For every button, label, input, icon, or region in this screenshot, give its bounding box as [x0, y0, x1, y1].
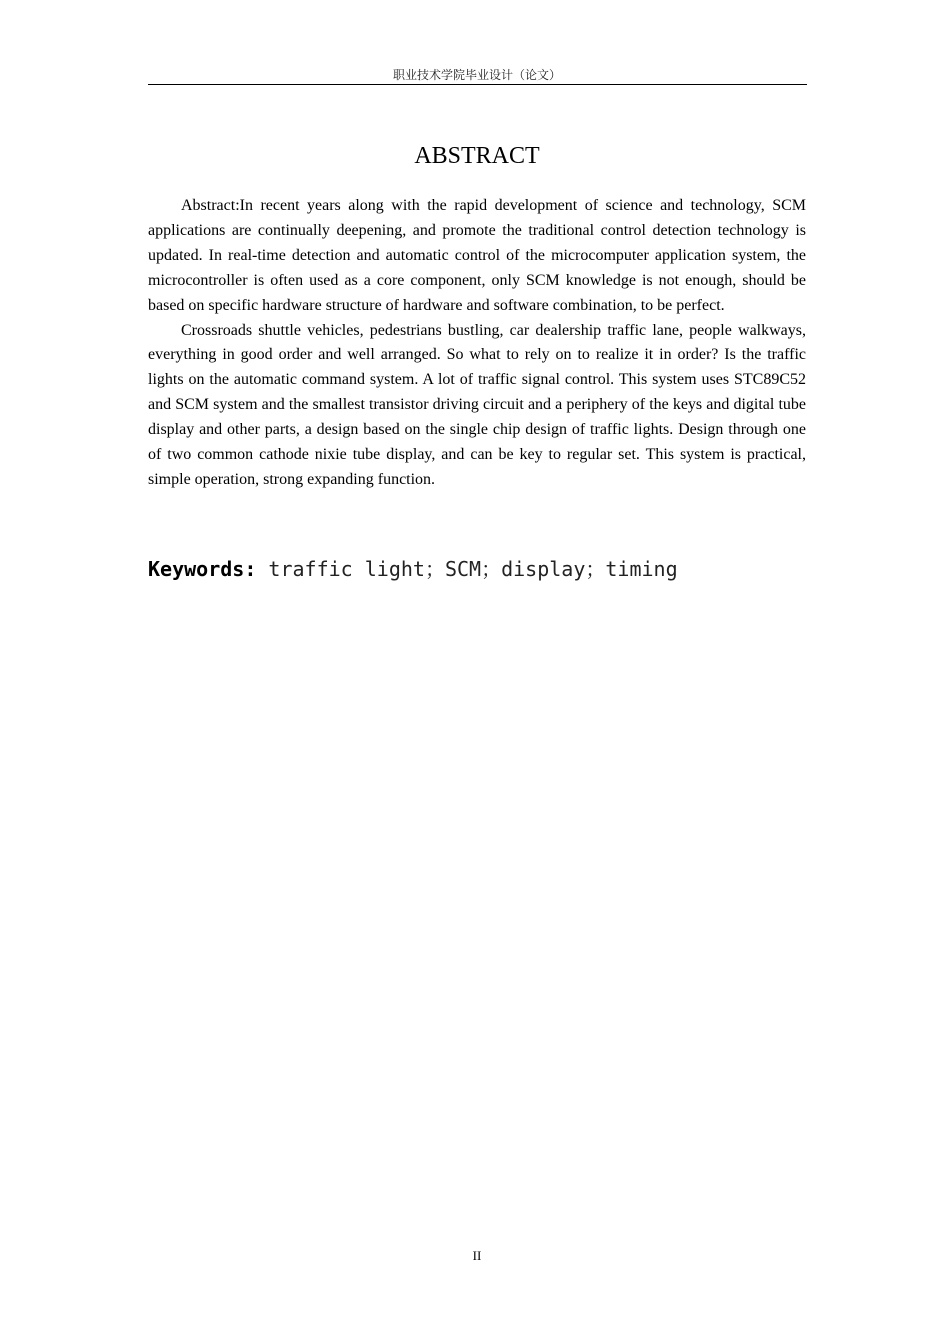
running-header: 职业技术学院毕业设计（论文） — [392, 68, 561, 82]
page-number: II — [472, 1248, 482, 1263]
keywords-values: traffic light；SCM；display；timing — [268, 557, 678, 581]
abstract-paragraph-2: Crossroads shuttle vehicles, pedestrians bustling, car dealership traffic lane, people walkways, everything in good order and well arranged. So what to rely on to realize it in order? Is the traffic lights on the automatic command system. A lot of traffic signal control. This system uses STC89C52 and SCM system and the smallest transistor driving circuit and a periphery of the keys and digital tube display and other parts, a design based on the single chip design of traffic lights. Design through one of two common cathode nixie tube display, and can be key to regular set. This system is practical, simple operation, strong expanding function. — [148, 321, 806, 488]
page-title: ABSTRACT — [414, 143, 540, 170]
abstract-body — [148, 194, 806, 493]
keywords-label: Keywords: — [148, 557, 257, 581]
abstract-paragraph-1: Abstract:In recent years along with the rapid development of science and technology, SCM applications are continually deepening, and promote the traditional control detection technology is updated. In real-time detection and automatic control of the microcomputer application system, the microcontroller is often used as a core component, only SCM knowledge is not enough, should be based on specific hardware structure of hardware and software combination, to be perfect. — [148, 197, 806, 314]
keywords-line — [148, 555, 828, 583]
header-rule — [148, 84, 807, 85]
